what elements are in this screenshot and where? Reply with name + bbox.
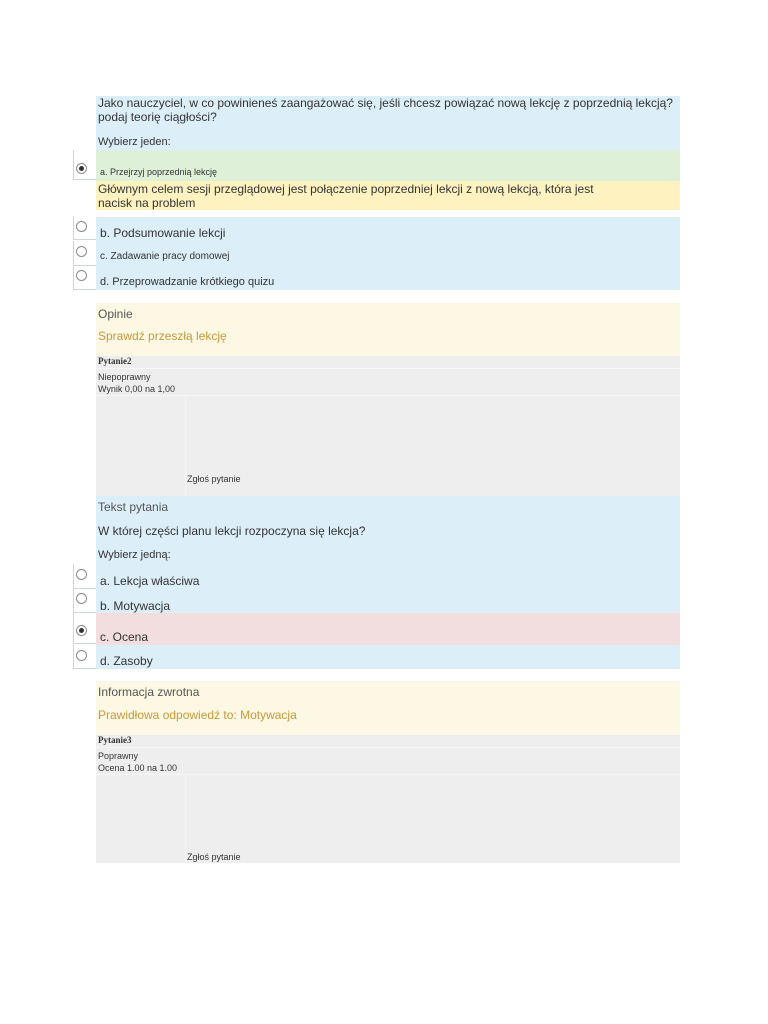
divider bbox=[96, 395, 680, 396]
feedback-answer: Sprawdź przeszłą lekcję bbox=[98, 329, 227, 343]
question-score: Ocena 1.00 na 1.00 bbox=[98, 763, 178, 773]
question-text-label: Tekst pytania bbox=[98, 500, 169, 514]
question-3-info-panel bbox=[96, 735, 680, 863]
question-1-text-block bbox=[96, 96, 680, 150]
question-1-text-line1: Jako nauczyciel, w co powinieneś zaangażować się, jeśli chcesz powiązać nową lekcję z poprzednią lekcją? bbox=[98, 96, 673, 110]
divider bbox=[96, 774, 680, 775]
option-label: a. Przejrzyj poprzednią lekcję bbox=[100, 167, 218, 177]
divider bbox=[96, 368, 680, 369]
question-2-choose-label: Wybierz jedną: bbox=[98, 549, 171, 561]
option-b-radio[interactable] bbox=[76, 593, 87, 604]
option-a-radio[interactable] bbox=[76, 163, 87, 174]
flag-question-link[interactable]: Zgłoś pytanie bbox=[187, 474, 241, 484]
option-c-radio[interactable] bbox=[76, 246, 87, 257]
question-2-option-b[interactable] bbox=[96, 589, 680, 613]
question-1-option-c[interactable] bbox=[96, 241, 680, 266]
option-d-radio[interactable] bbox=[76, 650, 87, 661]
option-label: b. Podsumowanie lekcji bbox=[100, 226, 226, 240]
question-2-option-a[interactable] bbox=[96, 564, 680, 589]
feedback-title: Informacja zwrotna bbox=[98, 685, 200, 699]
feedback-title: Opinie bbox=[98, 307, 133, 321]
option-label: b. Motywacja bbox=[100, 599, 171, 613]
question-1-option-b[interactable] bbox=[96, 217, 680, 241]
question-score: Wynik 0,00 na 1,00 bbox=[98, 384, 175, 394]
option-label: a. Lekcja właściwa bbox=[100, 574, 200, 588]
question-2-feedback bbox=[96, 681, 680, 735]
question-status: Poprawny bbox=[98, 751, 139, 761]
option-b-radio[interactable] bbox=[76, 221, 87, 232]
question-number: Pytanie3 bbox=[98, 735, 132, 745]
question-1-explanation bbox=[96, 181, 680, 210]
question-1-choose-label: Wybierz jeden: bbox=[98, 136, 171, 148]
feedback-answer: Prawidłowa odpowiedź to: Motywacja bbox=[98, 708, 297, 722]
question-1-text-line2: podaj teorię ciągłości? bbox=[98, 110, 217, 124]
option-label: d. Przeprowadzanie krótkiego quizu bbox=[100, 276, 275, 288]
explanation-line2: nacisk na problem bbox=[98, 196, 196, 210]
question-2-option-d[interactable] bbox=[96, 645, 680, 669]
option-label: c. Zadawanie pracy domowej bbox=[100, 251, 230, 262]
divider bbox=[185, 396, 186, 496]
question-1-option-a[interactable] bbox=[96, 150, 680, 181]
flag-question-link[interactable]: Zgłoś pytanie bbox=[187, 852, 241, 862]
divider bbox=[96, 747, 680, 748]
question-2-info-panel bbox=[96, 356, 680, 496]
option-a-radio[interactable] bbox=[76, 569, 87, 580]
question-1-option-d[interactable] bbox=[96, 266, 680, 290]
option-label: c. Ocena bbox=[100, 630, 149, 644]
question-number: Pytanie2 bbox=[98, 356, 132, 366]
question-2-option-c[interactable] bbox=[96, 613, 680, 645]
option-d-radio[interactable] bbox=[76, 270, 87, 281]
question-status: Niepoprawny bbox=[98, 372, 151, 382]
question-1-feedback bbox=[96, 303, 680, 356]
option-c-radio[interactable] bbox=[76, 625, 87, 636]
option-label: d. Zasoby bbox=[100, 654, 153, 668]
divider bbox=[185, 775, 186, 863]
question-2-text: W której części planu lekcji rozpoczyna się lekcja? bbox=[98, 524, 366, 538]
explanation-line1: Głównym celem sesji przeglądowej jest połączenie poprzedniej lekcji z nową lekcją, która jest bbox=[98, 182, 594, 196]
question-2-text-block bbox=[96, 496, 680, 564]
